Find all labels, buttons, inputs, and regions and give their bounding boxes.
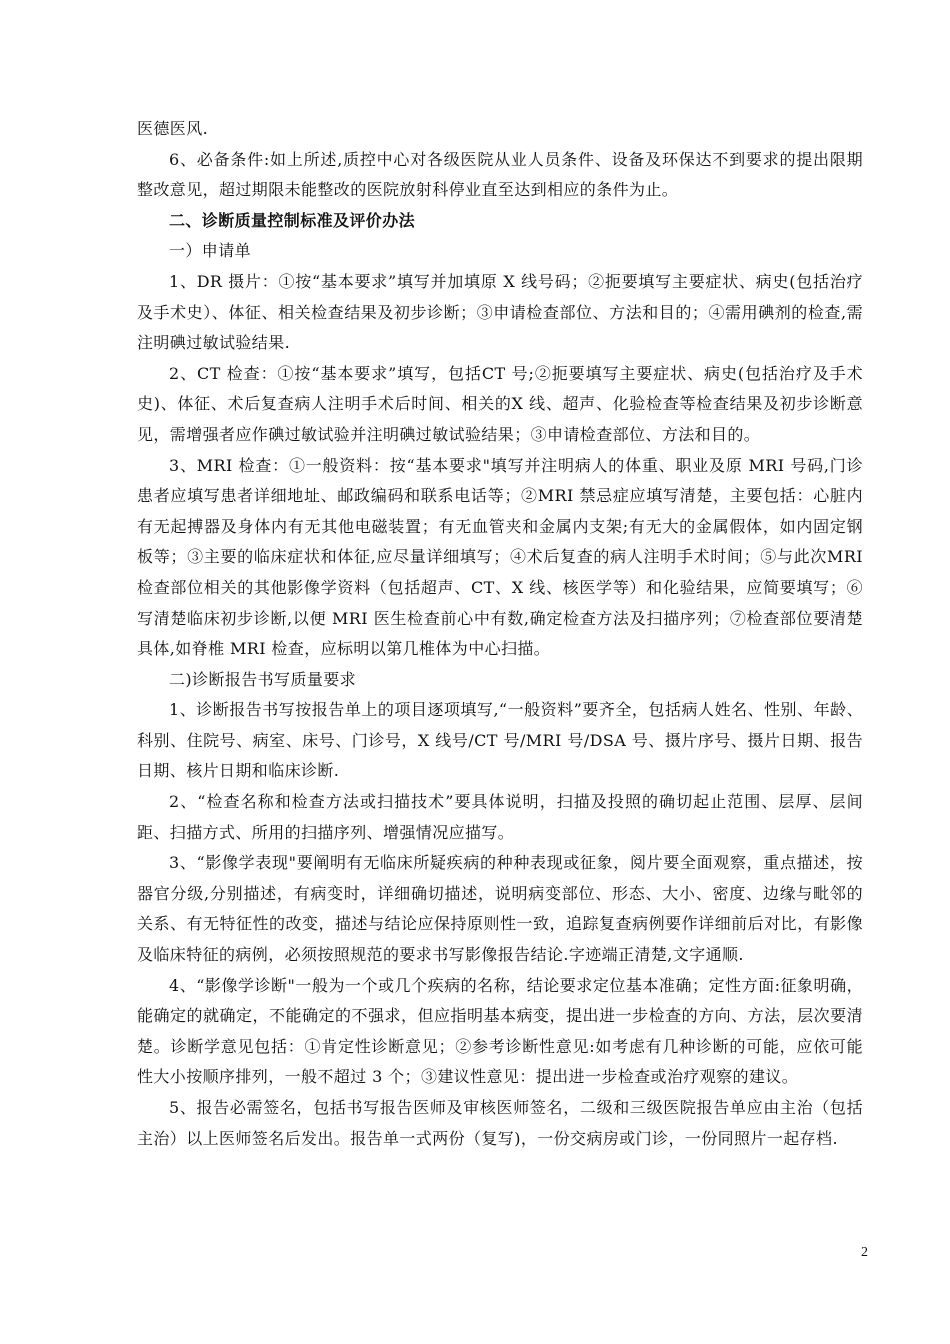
paragraph-dr: 1、DR 摄片：①按“基本要求”填写并加填原 X 线号码；②扼要填写主要症状、病史(包括治疗及手术史）、体征、相关检查结果及初步诊断；③申请检查部位、方法和目的；④需用碘剂的检查,需注明碘过敏试验结果. (137, 271, 863, 353)
paragraph-continuation: 医德医风. (137, 119, 209, 138)
paragraph-report-1: 1、诊断报告书写按报告单上的项目逐项填写,“一般资料”要齐全，包括病人姓名、性别、年龄、科别、住院号、病室、床号、门诊号，X 线号/CT 号/MRI 号/DSA 号、摄片序号、摄片日期、报告日期、核片日期和临床诊断. (137, 700, 863, 781)
paragraph-required-conditions: 6、必备条件:如上所述,质控中心对各级医院从业人员条件、设备及环保达不到要求的提出限期整改意见，超过期限未能整改的医院放射科停业直至达到相应的条件为止。 (137, 149, 863, 200)
subsection-heading-report: 二)诊断报告书写质量要求 (169, 669, 357, 689)
page-number: 2 (861, 1245, 868, 1260)
document-body (137, 114, 863, 1154)
paragraph-ct: 2、CT 检查：①按“基本要求”填写，包括CT 号;②扼要填写主要症状、病史(包括治疗及手术史)、体征、术后复查病人注明手术后时间、相关的X 线、超声、化验检查等检查结果及初步诊断意见，需增强者应作碘过敏试验并注明碘过敏试验结果；③申请检查部位、方法和目的。 (137, 363, 863, 444)
paragraph-mri: 3、MRI 检查：①一般资料：按“基本要求"填写并注明病人的体重、职业及原 MRI 号码,门诊患者应填写患者详细地址、邮政编码和联系电话等；②MRI 禁忌症应填写清楚，主要包括：心脏内有无起搏器及身体内有无其他电磁装置；有无血管夹和金属内支架;有无大的金属假体，如内固定钢板等；③主要的临床症状和体征,应尽量详细填写；④术后复查的病人注明手术时间；⑤与此次MRI 检查部位相关的其他影像学资料（包括超声、CT、X 线、核医学等）和化验结果，应简要填写；⑥写清楚临床初步诊断,以便 MRI 医生检查前心中有数,确定检查方法及扫描序列；⑦检查部位要清楚具体,如脊椎 MRI 检查，应标明以第几椎体为中心扫描。 (137, 455, 863, 659)
paragraph-report-4: 4、“影像学诊断"一般为一个或几个疾病的名称，结论要求定位基本准确；定性方面:征象明确，能确定的就确定，不能确定的不强求，但应指明基本病变，提出进一步检查的方向、方法，层次要清楚。诊断学意见包括：①肯定性诊断意见；②参考诊断性意见:如考虑有几种诊断的可能，应依可能性大小按顺序排列，一般不超过 3 个；③建议性意见：提出进一步检查或治疗观察的建议。 (137, 975, 863, 1087)
paragraph-report-3: 3、“影像学表现"要阐明有无临床所疑疾病的种种表现或征象，阅片要全面观察，重点描述，按器官分级,分别描述，有病变时，详细确切描述，说明病变部位、形态、大小、密度、边缘与毗邻的关系、有无特征性的改变，描述与结论应保持原则性一致，追踪复查病例要作详细前后对比，有影像及临床特征的病例，必须按照规范的要求书写影像报告结论.字迹端正清楚,文字通顺. (137, 853, 863, 965)
section-heading: 二、诊断质量控制标准及评价办法 (169, 210, 416, 230)
paragraph-report-2: 2、“检查名称和检查方法或扫描技术”要具体说明，扫描及投照的确切起止范围、层厚、层间距、扫描方式、所用的扫描序列、增强情况应描写。 (137, 792, 863, 842)
subsection-heading-application: 一）申请单 (169, 241, 252, 261)
paragraph-report-5: 5、报告必需签名，包括书写报告医师及审核医师签名，二级和三级医院报告单应由主治（包括主治）以上医师签名后发出。报告单一式两份（复写)，一份交病房或门诊，一份同照片一起存档. (137, 1098, 863, 1148)
